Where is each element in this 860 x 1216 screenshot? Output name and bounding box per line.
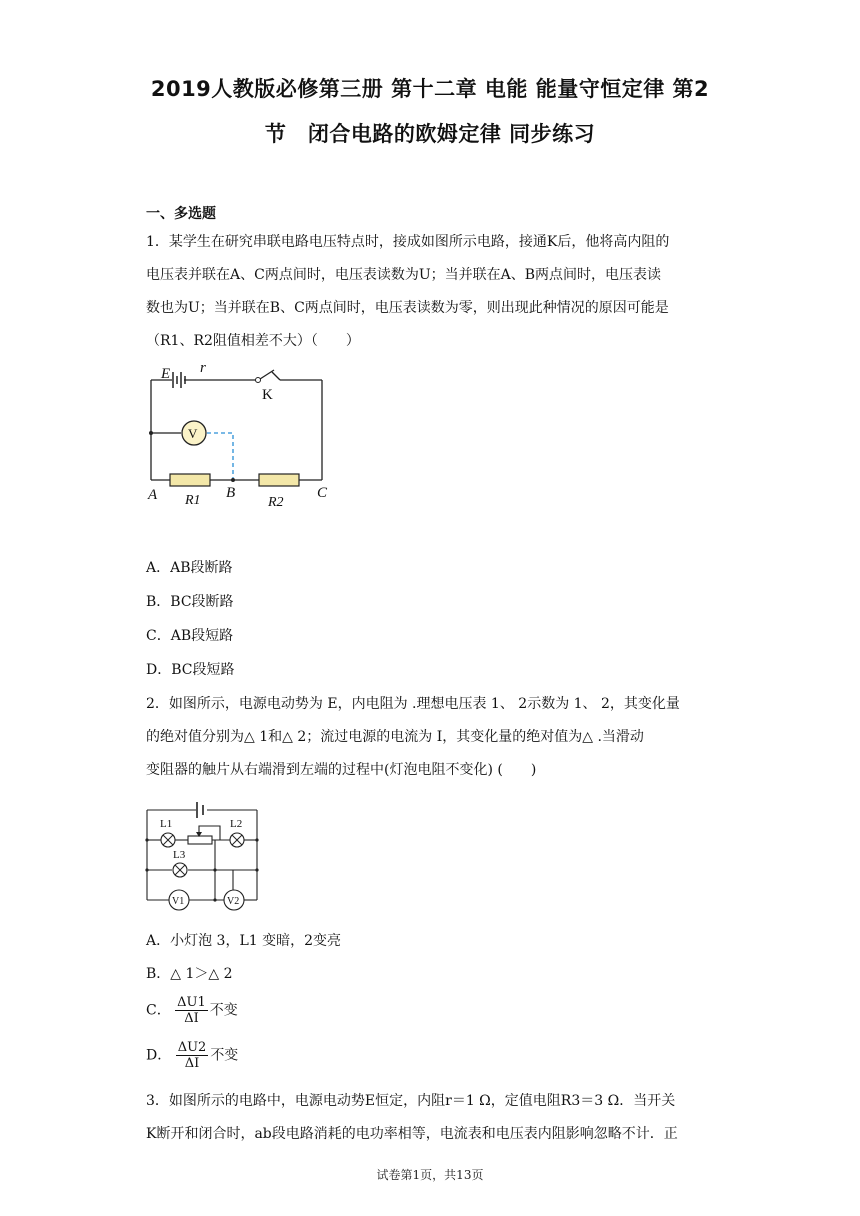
q2-option-d-denominator: ΔI: [184, 1056, 200, 1071]
q1-line-3: 数也为U；当并联在B、C两点间时，电压表读数为零，则出现此种情况的原因可能是: [146, 300, 669, 316]
q1-line-4: （R1、R2阻值相差不大）（ ）: [146, 333, 360, 349]
q1-label-A: A: [148, 487, 158, 503]
document-title-line-2: 节 闭合电路的欧姆定律 同步练习: [264, 122, 596, 146]
q1-label-E: E: [161, 366, 171, 382]
q3-line-1: 3．如图所示的电路中，电源电动势E恒定，内阻r＝1 Ω，定值电阻R3＝3 Ω．当开关: [146, 1093, 676, 1109]
q2-label-L3: L3: [173, 849, 186, 861]
q1-label-K: K: [262, 387, 273, 403]
q2-option-c: [146, 995, 238, 1026]
q1-label-r: r: [200, 360, 206, 376]
q1-label-R1: R1: [185, 493, 201, 508]
q2-line-1: 2．如图所示，电源电动势为 E，内电阻为 .理想电压表 1、 2示数为 1、 2，其变化量: [146, 696, 680, 712]
document-title-line-1: 2019人教版必修第三册 第十二章 电能 能量守恒定律 第2: [150, 77, 710, 101]
q2-option-d-numerator: ΔU2: [177, 1040, 207, 1055]
q2-option-b: B．△ 1＞△ 2: [146, 966, 233, 982]
q2-option-d-suffix: 不变: [210, 1047, 239, 1064]
q1-option-a: A．AB段断路: [146, 560, 233, 576]
q2-circuit-diagram: [140, 792, 270, 922]
q1-label-R2: R2: [268, 495, 284, 510]
q2-option-d-prefix: D．: [146, 1047, 172, 1064]
q3-line-2: K断开和闭合时，ab段电路消耗的电功率相等，电流表和电压表内阻影响忽略不计．正: [146, 1126, 678, 1142]
q2-option-c-prefix: C．: [146, 1002, 171, 1019]
section-heading: 一、多选题: [146, 206, 216, 222]
q2-label-V2: V2: [227, 896, 240, 907]
q2-option-a: A．小灯泡 3，L1 变暗，2变亮: [146, 933, 342, 949]
q2-label-L1: L1: [160, 818, 173, 830]
q1-line-2: 电压表并联在A、C两点间时，电压表读数为U；当并联在A、B两点间时，电压表读: [146, 267, 662, 283]
page-footer: 试卷第1页，共13页: [376, 1168, 484, 1182]
q1-label-V: V: [188, 426, 198, 441]
q1-option-d: D．BC段短路: [146, 662, 235, 678]
q2-option-c-numerator: ΔU1: [177, 995, 206, 1010]
q2-option-d-fraction: [176, 1040, 209, 1071]
q1-line-1: 1．某学生在研究串联电路电压特点时，接成如图所示电路，接通K后，他将高内阻的: [146, 234, 670, 250]
q2-line-2: 的绝对值分别为△ 1和△ 2；流过电源的电流为 I，其变化量的绝对值为△ .当滑动: [146, 729, 644, 745]
q2-label-L2: L2: [230, 818, 243, 830]
q2-line-3: 变阻器的触片从右端滑到左端的过程中(灯泡电阻不变化) ( ): [146, 762, 537, 778]
q1-label-B: B: [226, 485, 236, 501]
q2-option-c-suffix: 不变: [209, 1002, 238, 1019]
q2-option-d: [146, 1040, 238, 1071]
q2-option-c-fraction: [175, 995, 208, 1026]
q1-option-c: C．AB段短路: [146, 628, 234, 644]
q1-option-b: B．BC段断路: [146, 594, 234, 610]
q2-option-c-denominator: ΔI: [184, 1011, 199, 1026]
q2-label-V1: V1: [172, 896, 185, 907]
q1-label-C: C: [317, 485, 328, 501]
q1-circuit-diagram: [140, 358, 340, 518]
